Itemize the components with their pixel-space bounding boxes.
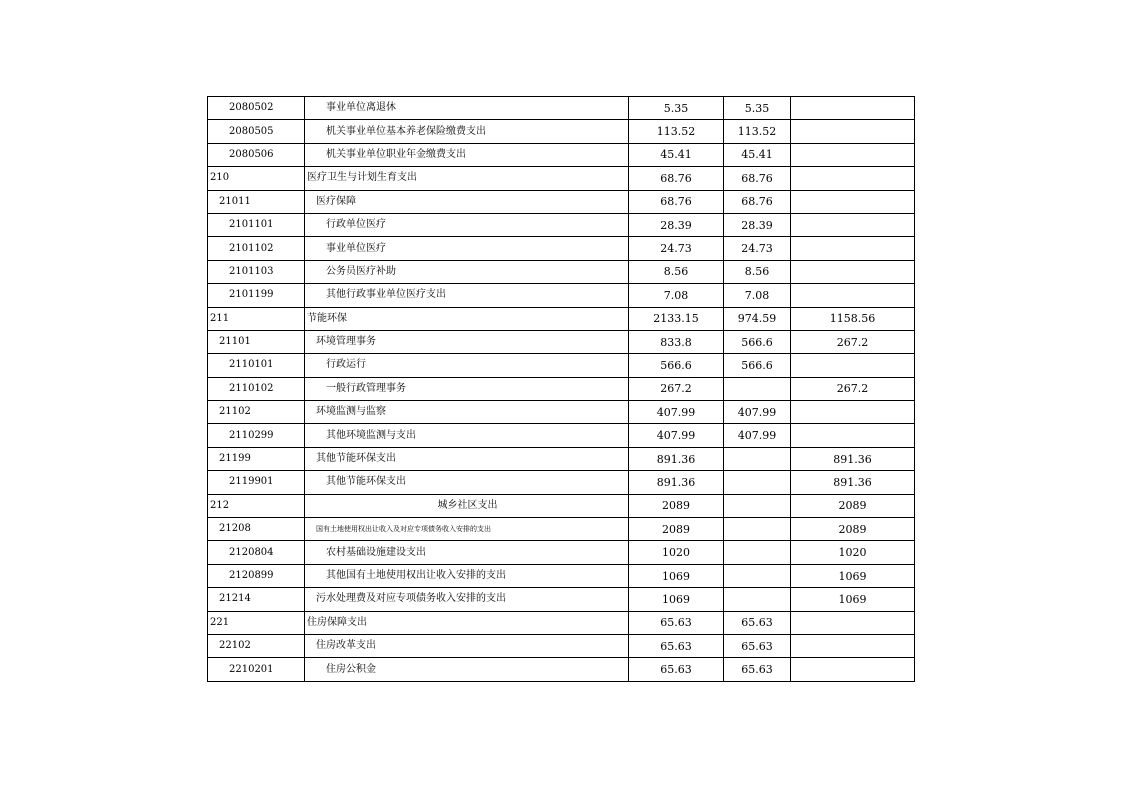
total-cell: 28.39 [629, 213, 724, 236]
total-cell: 407.99 [629, 401, 724, 424]
total-cell: 2089 [629, 494, 724, 517]
table-row [208, 518, 915, 541]
name-cell: 环境监测与监察 [305, 401, 629, 424]
table-row [208, 354, 915, 377]
name-cell: 污水处理费及对应专项债务收入安排的支出 [305, 588, 629, 611]
table-row [208, 237, 915, 260]
total-cell: 566.6 [629, 354, 724, 377]
name-cell: 住房保障支出 [305, 611, 629, 634]
table-row [208, 658, 915, 681]
project-cell: 2089 [791, 494, 915, 517]
table-row [208, 260, 915, 283]
project-cell [791, 143, 915, 166]
code-cell: 21011 [208, 190, 305, 213]
project-cell [791, 237, 915, 260]
project-cell [791, 658, 915, 681]
table-row [208, 564, 915, 587]
project-cell: 891.36 [791, 471, 915, 494]
total-cell: 407.99 [629, 424, 724, 447]
table-row [208, 541, 915, 564]
table-row [208, 611, 915, 634]
basic-cell: 65.63 [724, 634, 791, 657]
total-cell: 68.76 [629, 167, 724, 190]
code-cell: 21214 [208, 588, 305, 611]
code-cell: 21101 [208, 330, 305, 353]
basic-cell [724, 518, 791, 541]
total-cell: 2089 [629, 518, 724, 541]
project-cell: 267.2 [791, 377, 915, 400]
table-row [208, 424, 915, 447]
total-cell: 24.73 [629, 237, 724, 260]
total-cell: 8.56 [629, 260, 724, 283]
project-cell: 1020 [791, 541, 915, 564]
name-cell: 农村基础设施建设支出 [305, 541, 629, 564]
project-cell [791, 284, 915, 307]
name-cell: 节能环保 [305, 307, 629, 330]
project-cell [791, 354, 915, 377]
table-row [208, 307, 915, 330]
basic-cell: 5.35 [724, 97, 791, 120]
total-cell: 65.63 [629, 634, 724, 657]
total-cell: 833.8 [629, 330, 724, 353]
table-row [208, 494, 915, 517]
basic-cell: 566.6 [724, 354, 791, 377]
name-cell: 行政单位医疗 [305, 213, 629, 236]
project-cell [791, 634, 915, 657]
name-cell: 医疗保障 [305, 190, 629, 213]
project-cell [791, 424, 915, 447]
total-cell: 2133.15 [629, 307, 724, 330]
name-cell: 国有土地使用权出让收入及对应专项债务收入安排的支出 [305, 518, 629, 541]
table-row [208, 213, 915, 236]
name-cell: 其他环境监测与支出 [305, 424, 629, 447]
project-cell: 891.36 [791, 447, 915, 470]
project-cell [791, 167, 915, 190]
table-row [208, 377, 915, 400]
table-row [208, 167, 915, 190]
code-cell: 2080506 [208, 143, 305, 166]
basic-cell: 7.08 [724, 284, 791, 307]
name-cell: 机关事业单位职业年金缴费支出 [305, 143, 629, 166]
name-cell: 其他国有土地使用权出让收入安排的支出 [305, 564, 629, 587]
total-cell: 5.35 [629, 97, 724, 120]
table-row [208, 447, 915, 470]
total-cell: 45.41 [629, 143, 724, 166]
basic-cell: 113.52 [724, 120, 791, 143]
total-cell: 65.63 [629, 611, 724, 634]
name-cell: 其他行政事业单位医疗支出 [305, 284, 629, 307]
code-cell: 2101101 [208, 213, 305, 236]
basic-cell: 28.39 [724, 213, 791, 236]
table-row [208, 97, 915, 120]
basic-cell [724, 447, 791, 470]
code-cell: 2080505 [208, 120, 305, 143]
total-cell: 65.63 [629, 658, 724, 681]
code-cell: 2080502 [208, 97, 305, 120]
basic-cell: 566.6 [724, 330, 791, 353]
code-cell: 212 [208, 494, 305, 517]
code-cell: 2110299 [208, 424, 305, 447]
basic-cell [724, 494, 791, 517]
total-cell: 1020 [629, 541, 724, 564]
basic-cell [724, 564, 791, 587]
code-cell: 211 [208, 307, 305, 330]
total-cell: 891.36 [629, 447, 724, 470]
basic-cell: 45.41 [724, 143, 791, 166]
basic-cell: 65.63 [724, 611, 791, 634]
table-row [208, 190, 915, 213]
total-cell: 1069 [629, 588, 724, 611]
total-cell: 113.52 [629, 120, 724, 143]
basic-cell: 8.56 [724, 260, 791, 283]
name-cell: 其他节能环保支出 [305, 471, 629, 494]
table-row [208, 143, 915, 166]
project-cell: 267.2 [791, 330, 915, 353]
total-cell: 1069 [629, 564, 724, 587]
code-cell: 2110102 [208, 377, 305, 400]
name-cell: 一般行政管理事务 [305, 377, 629, 400]
basic-cell [724, 471, 791, 494]
project-cell [791, 97, 915, 120]
table-row [208, 588, 915, 611]
code-cell: 2119901 [208, 471, 305, 494]
total-cell: 891.36 [629, 471, 724, 494]
code-cell: 2120804 [208, 541, 305, 564]
code-cell: 21208 [208, 518, 305, 541]
table-row [208, 120, 915, 143]
project-cell [791, 401, 915, 424]
code-cell: 2120899 [208, 564, 305, 587]
code-cell: 2101103 [208, 260, 305, 283]
total-cell: 267.2 [629, 377, 724, 400]
table-row [208, 401, 915, 424]
name-cell: 事业单位离退休 [305, 97, 629, 120]
basic-cell: 24.73 [724, 237, 791, 260]
name-cell: 行政运行 [305, 354, 629, 377]
code-cell: 21199 [208, 447, 305, 470]
project-cell [791, 260, 915, 283]
project-cell [791, 120, 915, 143]
code-cell: 22102 [208, 634, 305, 657]
name-cell: 医疗卫生与计划生育支出 [305, 167, 629, 190]
table-row [208, 471, 915, 494]
project-cell [791, 190, 915, 213]
code-cell: 2210201 [208, 658, 305, 681]
project-cell: 1069 [791, 588, 915, 611]
basic-cell: 974.59 [724, 307, 791, 330]
table-row [208, 330, 915, 353]
code-cell: 2101199 [208, 284, 305, 307]
project-cell: 1069 [791, 564, 915, 587]
table-row [208, 284, 915, 307]
code-cell: 21102 [208, 401, 305, 424]
name-cell: 其他节能环保支出 [305, 447, 629, 470]
project-cell [791, 213, 915, 236]
code-cell: 210 [208, 167, 305, 190]
code-cell: 221 [208, 611, 305, 634]
name-cell: 住房改革支出 [305, 634, 629, 657]
name-cell: 城乡社区支出 [305, 494, 629, 517]
basic-cell: 68.76 [724, 190, 791, 213]
name-cell: 事业单位医疗 [305, 237, 629, 260]
basic-cell: 68.76 [724, 167, 791, 190]
basic-cell: 407.99 [724, 424, 791, 447]
name-cell: 住房公积金 [305, 658, 629, 681]
expenditure-table [207, 96, 915, 682]
basic-cell: 407.99 [724, 401, 791, 424]
code-cell: 2110101 [208, 354, 305, 377]
project-cell: 1158.56 [791, 307, 915, 330]
total-cell: 7.08 [629, 284, 724, 307]
basic-cell: 65.63 [724, 658, 791, 681]
basic-cell [724, 588, 791, 611]
table-body [208, 97, 915, 682]
name-cell: 机关事业单位基本养老保险缴费支出 [305, 120, 629, 143]
basic-cell [724, 541, 791, 564]
name-cell: 环境管理事务 [305, 330, 629, 353]
code-cell: 2101102 [208, 237, 305, 260]
project-cell [791, 611, 915, 634]
project-cell: 2089 [791, 518, 915, 541]
basic-cell [724, 377, 791, 400]
table-row [208, 634, 915, 657]
name-cell: 公务员医疗补助 [305, 260, 629, 283]
total-cell: 68.76 [629, 190, 724, 213]
